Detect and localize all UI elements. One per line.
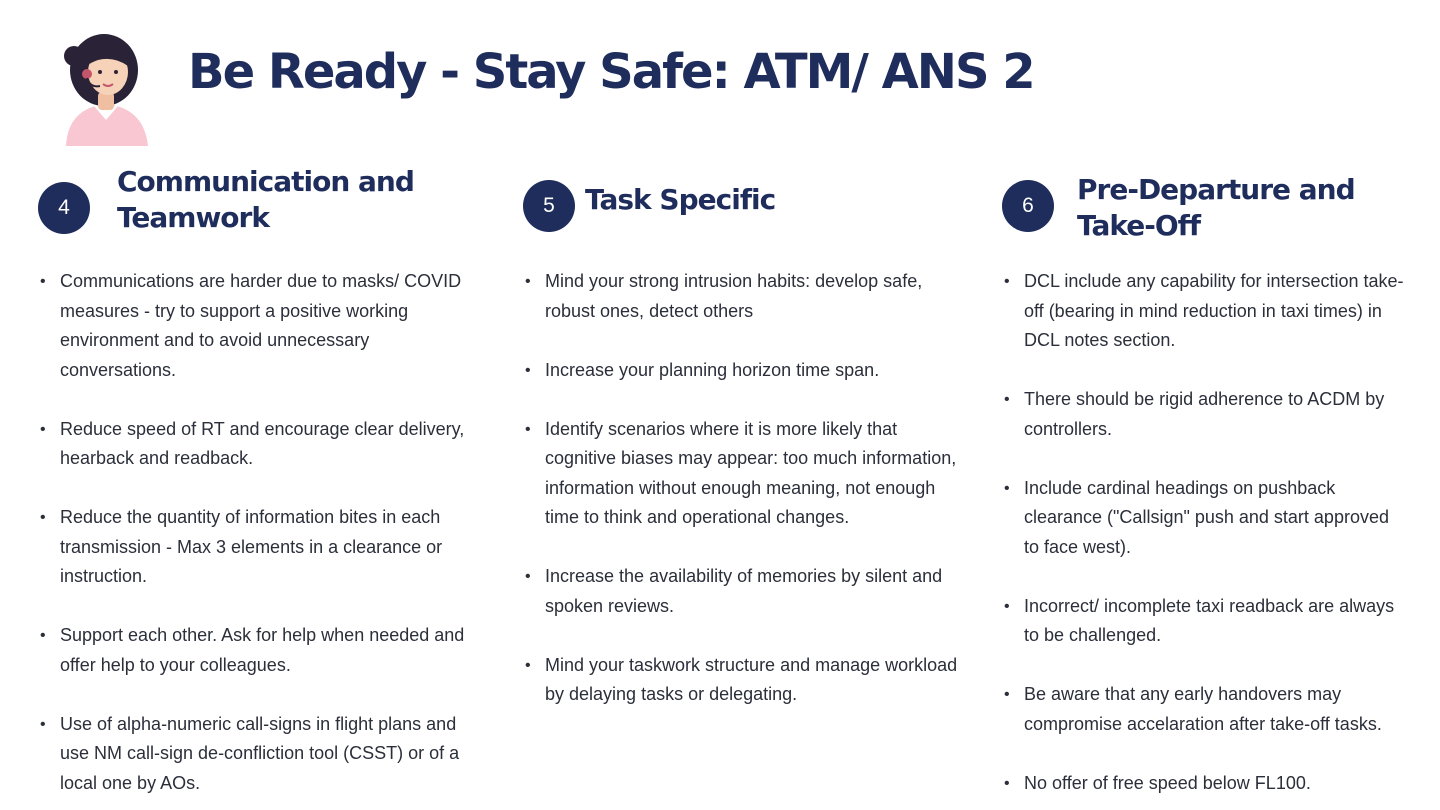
section-header — [38, 160, 488, 260]
bullet-list — [1002, 267, 1407, 810]
page-title: Be Ready - Stay Safe: ATM/ ANS 2 — [188, 44, 1034, 100]
list-item: • There should be rigid adherence to ACDM by controllers. — [1002, 385, 1407, 444]
section-title: Pre-Departure and Take-Off — [1077, 173, 1355, 242]
list-item: • Include cardinal headings on pushback clearance ("Callsign" push and start approved to face west). — [1002, 474, 1407, 563]
list-item: • Reduce speed of RT and encourage clear delivery, hearback and readback. — [38, 415, 488, 474]
section-pre-departure-take-off — [1002, 160, 1407, 793]
list-item: • Use of alpha-numeric call-signs in flight plans and use NM call-sign de-confliction tool (CSST) or of a local one by AOs. — [38, 710, 488, 799]
section-title: Task Specific — [585, 183, 776, 216]
section-header — [523, 160, 963, 260]
bullet-list — [523, 267, 963, 739]
list-item: • No offer of free speed below FL100. — [1002, 769, 1407, 799]
section-header — [1002, 160, 1407, 260]
list-item: • Reduce the quantity of information bites in each transmission - Max 3 elements in a clearance or instruction. — [38, 503, 488, 592]
section-number-badge: 6 — [1002, 180, 1054, 232]
list-item: • Increase the availability of memories by silent and spoken reviews. — [523, 562, 963, 621]
list-item: • Increase your planning horizon time span. — [523, 356, 963, 386]
bullet-list — [38, 267, 488, 810]
section-communication-teamwork — [38, 160, 488, 793]
section-task-specific — [523, 160, 963, 704]
list-item: • Support each other. Ask for help when needed and offer help to your colleagues. — [38, 621, 488, 680]
controller-avatar-icon — [58, 26, 154, 146]
section-title: Communication and Teamwork — [117, 165, 414, 234]
list-item: • Identify scenarios where it is more likely that cognitive biases may appear: too much information, information without enough meaning, not enough time to think and operational changes. — [523, 415, 963, 533]
list-item: • Be aware that any early handovers may compromise accelaration after take-off tasks. — [1002, 680, 1407, 739]
list-item: • DCL include any capability for intersection take-off (bearing in mind reduction in taxi times) in DCL notes section. — [1002, 267, 1407, 356]
list-item: • Communications are harder due to masks/ COVID measures - try to support a positive working environment and to avoid unnecessary conversations. — [38, 267, 488, 385]
section-number-badge: 4 — [38, 182, 90, 234]
list-item: • Incorrect/ incomplete taxi readback are always to be challenged. — [1002, 592, 1407, 651]
section-number-badge: 5 — [523, 180, 575, 232]
list-item: • Mind your taskwork structure and manage workload by delaying tasks or delegating. — [523, 651, 963, 710]
list-item: • Mind your strong intrusion habits: develop safe, robust ones, detect others — [523, 267, 963, 326]
